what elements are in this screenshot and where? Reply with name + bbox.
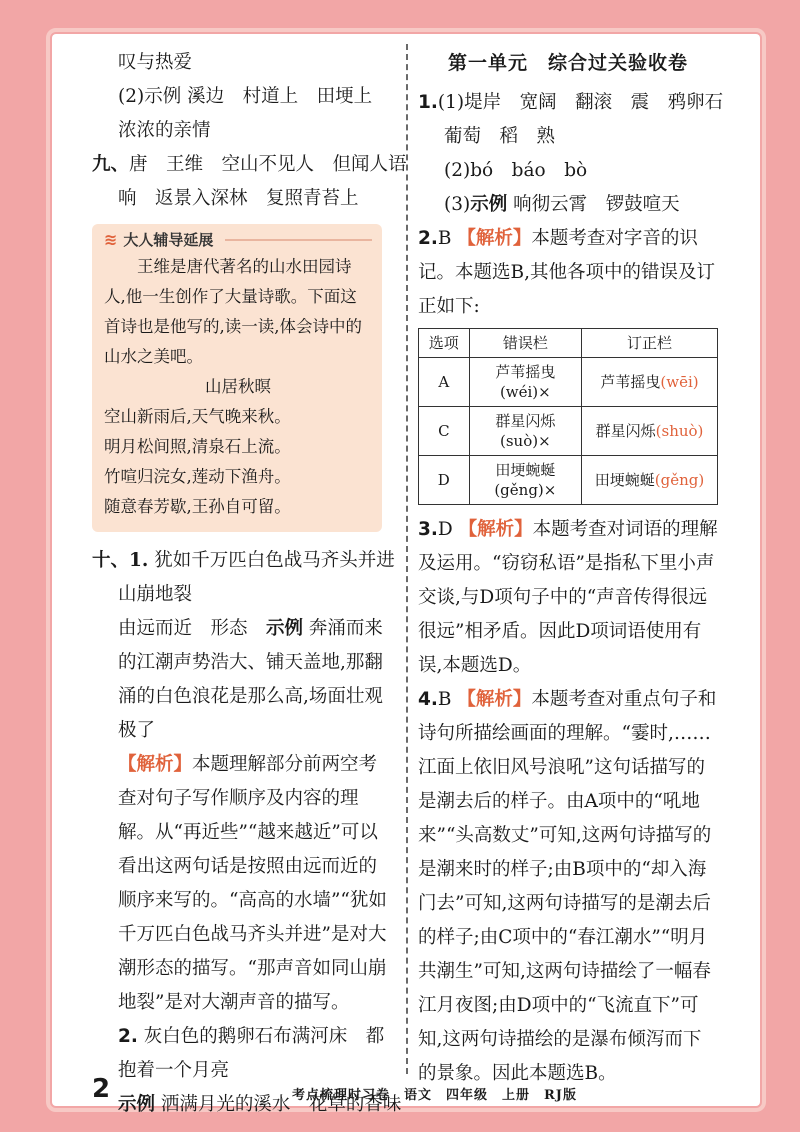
table-cell xyxy=(469,407,581,456)
answer-line: 叹与热爱 xyxy=(118,52,193,73)
header-rule xyxy=(225,239,372,241)
example-label: 示例 xyxy=(266,618,304,639)
answer-line xyxy=(418,188,718,222)
question-2 xyxy=(418,222,718,324)
answer-line: 响 返景入深林 复照青苔上 xyxy=(118,188,359,209)
answer-choice: B xyxy=(437,228,452,249)
poem-line: 空山新雨后,天气晚来秋。 xyxy=(104,407,291,426)
table-cell xyxy=(582,407,718,456)
box-title: 大人辅导延展 xyxy=(123,231,214,249)
cell-pinyin: (gěng) xyxy=(654,471,705,489)
footer-text: 考点梳理时习卷 语文 四年级 上册 RJ版 xyxy=(292,1088,577,1103)
answer-line: 山崩地裂 xyxy=(118,584,193,605)
answer-text: 响彻云霄 锣鼓喧天 xyxy=(507,194,680,215)
box-intro: 王维是唐代著名的山水田园诗人,他一生创作了大量诗歌。下面这首诗也是他写的,读一读,体会诗中的山水之美吧。 xyxy=(104,257,362,366)
poem-line: 随意春芳歇,王孙自可留。 xyxy=(104,497,291,516)
table-cell xyxy=(582,456,718,505)
left-column xyxy=(92,46,407,1122)
answer-text: (3) xyxy=(444,194,471,215)
question-1 xyxy=(418,86,724,120)
analysis-text: 本题考查对词语的理解及运用。“窃窃私语”是指私下里小声交谈,与D项句子中的“声音传得很远很远”相矛盾。因此D项词语使用有误,本题选D。 xyxy=(418,519,718,676)
cell-word: 芦苇摇曳 xyxy=(495,363,556,381)
answer-line: 葡萄 稻 熟 xyxy=(444,126,556,147)
example-label: 示例 xyxy=(118,1094,156,1115)
answer-text: 犹如千万匹白色战马齐头并进 xyxy=(154,550,395,571)
table-cell xyxy=(469,358,581,407)
box-header xyxy=(104,228,372,252)
answer-line: 浓浓的亲情 xyxy=(118,120,211,141)
right-column xyxy=(418,46,724,1091)
cell-word: 群星闪烁 xyxy=(595,422,656,440)
correction-table xyxy=(418,328,718,505)
table-cell xyxy=(469,456,581,505)
cell-pinyin: (wēi) xyxy=(660,373,699,391)
table-header: 选项 xyxy=(419,329,470,358)
question-number: 3. xyxy=(418,519,438,540)
question-number: 九、 xyxy=(92,154,130,175)
page-number: 2 xyxy=(92,1074,111,1104)
cell-word: 群星闪烁 xyxy=(495,412,556,430)
answer-text: 洒满月光的溪水 花草的香味 xyxy=(155,1094,402,1115)
cell-word: 田埂蜿蜒 xyxy=(495,461,556,479)
table-header: 订正栏 xyxy=(582,329,718,358)
analysis-paragraph xyxy=(92,748,392,1020)
table-cell: C xyxy=(419,407,470,456)
answer-text: 灰白色的鹅卵石布满河床 都抱着一个月亮 xyxy=(118,1026,385,1081)
analysis-text: 本题考查对字音的识记。本题选B,其他各项中的错误及订正如下: xyxy=(418,228,715,317)
answer-text: 唐 王维 空山不见人 但闻人语 xyxy=(129,154,407,175)
question-number: 十、1. xyxy=(92,550,149,571)
question-10-2 xyxy=(92,1020,392,1088)
cell-word: 田埂蜿蜒 xyxy=(594,471,655,489)
question-10 xyxy=(92,544,395,578)
table-header-row xyxy=(419,329,718,358)
table-cell: A xyxy=(419,358,470,407)
question-number: 2. xyxy=(418,228,438,249)
question-9 xyxy=(92,148,407,182)
wave-icon: ≋ xyxy=(104,230,118,249)
analysis-text: 本题理解部分前两空考查对句子写作顺序及内容的理解。从“再近些”“越来越近”可以看出这两句话是按照由远而近的顺序来写的。“高高的水墙”“犹如千万匹白色战马齐头并进”是对大潮形态的描写。“那声音如同山崩地裂”是对大潮声音的描写。 xyxy=(118,754,387,1013)
cell-word: 芦苇摇曳 xyxy=(600,373,661,391)
table-header: 错误栏 xyxy=(469,329,581,358)
table-cell: D xyxy=(419,456,470,505)
example-label: 示例 xyxy=(470,194,508,215)
tutor-extension-box xyxy=(92,224,382,532)
question-number: 4. xyxy=(418,689,438,710)
cell-pinyin: (shuò) xyxy=(655,422,704,440)
question-3 xyxy=(418,513,718,683)
question-number: 2. xyxy=(118,1026,138,1047)
analysis-tag: 【解析】 xyxy=(118,754,193,775)
table-row xyxy=(419,407,718,456)
answer-text: 由远而近 形态 xyxy=(118,618,267,639)
analysis-tag: 【解析】 xyxy=(458,519,533,540)
poem-line: 明月松间照,清泉石上流。 xyxy=(104,437,291,456)
answer-text: 奔涌而来的江潮声势浩大、铺天盖地,那翻涌的白色浪花是那么高,场面壮观极了 xyxy=(118,618,383,741)
column-divider xyxy=(406,44,408,1074)
answer-choice: D xyxy=(437,519,453,540)
poem-title: 山居秋暝 xyxy=(205,377,271,396)
answer-line: (2)bó báo bò xyxy=(444,160,588,181)
cell-pinyin: (suò)× xyxy=(500,432,551,450)
table-row xyxy=(419,358,718,407)
analysis-tag: 【解析】 xyxy=(457,689,532,710)
question-4 xyxy=(418,683,718,1091)
answer-text: (1)堤岸 宽阔 翻滚 震 鸦卵石 xyxy=(437,92,724,113)
answer-choice: B xyxy=(437,689,452,710)
answer-line: (2)示例 溪边 村道上 田埂上 xyxy=(118,86,373,107)
table-row xyxy=(419,456,718,505)
answer-paragraph xyxy=(92,612,392,748)
question-number: 1. xyxy=(418,92,438,113)
analysis-tag: 【解析】 xyxy=(457,228,532,249)
cell-pinyin: (gěng)× xyxy=(494,481,557,499)
analysis-text: 本题考查对重点句子和诗句所描绘画面的理解。“霎时,……江面上依旧风号浪吼”这句话描写的是潮去后的样子。由A项中的“吼地来”“头高数丈”可知,这两句诗描写的是潮来时的样子;由B项中的“却入海门去”可知,这两句诗描写的是潮去后的样子;由C项中的“春江潮水”“明月共潮生”可知,这两句诗描绘了一幅春江月夜图;由D项中的“飞流直下”可知,这两句诗描绘的是瀑布倾泻而下的景象。因此本题选B。 xyxy=(418,689,717,1084)
unit-title: 第一单元 综合过关验收卷 xyxy=(447,52,688,74)
cell-pinyin: (wéi)× xyxy=(499,383,551,401)
table-cell xyxy=(582,358,718,407)
poem-line: 竹喧归浣女,莲动下渔舟。 xyxy=(104,467,291,486)
